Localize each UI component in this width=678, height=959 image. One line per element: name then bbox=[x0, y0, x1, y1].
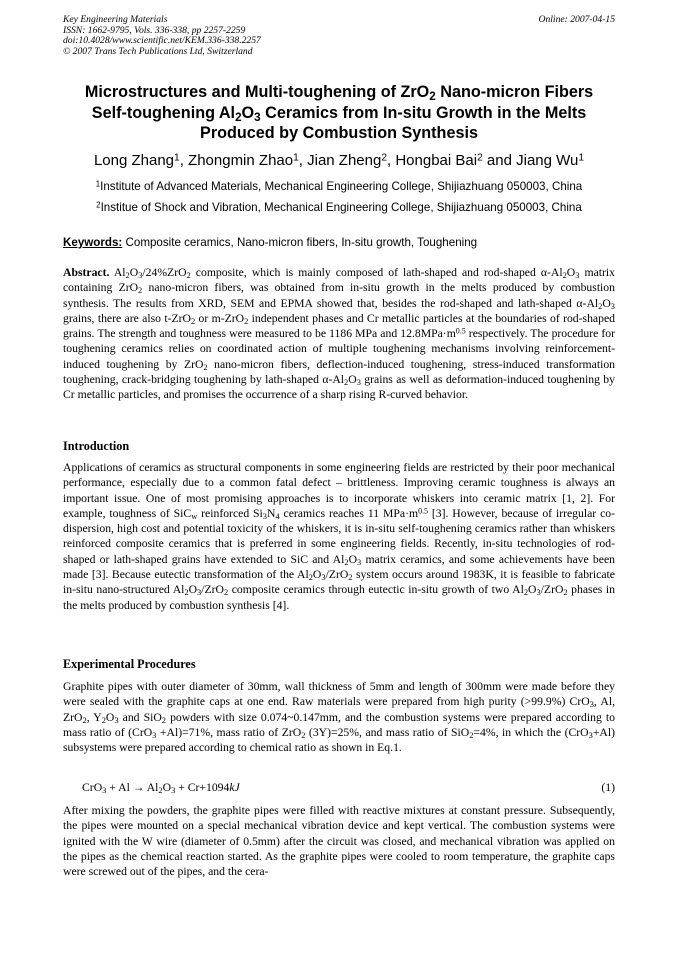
issn-line: ISSN: 1662-9795, Vols. 336-338, pp 2257-2259 bbox=[63, 24, 246, 36]
author: Zhongmin Zhao bbox=[188, 152, 294, 169]
author-list: Long Zhang$^1$, Zhongmin Zhao$^1$, Jian Zheng$^2$, Hongbai Bai$^2$ and Jiang Wu$^1$ bbox=[93, 152, 585, 169]
author-affiliation-mark: 2 bbox=[477, 152, 483, 164]
equation-number: (1) bbox=[601, 781, 615, 794]
title-line-1: Microstructures and Multi-toughening of ZrO$_2$ Nano-micron Fibers bbox=[84, 83, 594, 103]
abstract-text: $Al_2O_3/24\%ZrO_2$ composite, which is mainly composed of lath-shaped and rod-shaped $\alpha-Al_2O_3$ matrix containing ZrO$_2$ nano-micron fibers, was obtained from in-situ growth in the melts produced by combustion synthesis. The results from XRD, SEM and EPMA showed that, besides the rod-shaped and lath-shaped $\alpha-Al_2O_3$ grains, there are also t-ZrO$_2$ or m-ZrO$_2$ independent phases and Cr metallic particles at the boundaries of rod-shaped grains. The strength and toughness were measured to be 1186 MPa and $12.8MPa\cdot m^{0.5}$ respectively. The procedure for toughening ceramics relies on coordinated action of multiple toughening mechanisms involving reinforcement-induced toughening by ZrO$_2$ nano-micron fibers, deflection-induced toughening, stress-induced transformation toughening, crack-bridging toughening by lath-shaped $\alpha-Al_2O_3$ grains as well as deformation-induced toughening by Cr metallic particles, and promises the occurrence of a sharp rising R-curved behavior. bbox=[63, 266, 616, 402]
author-affiliation-mark: 1 bbox=[578, 152, 585, 164]
author-affiliation-mark: 1 bbox=[293, 152, 299, 164]
keywords-text: Composite ceramics, Nano-micron fibers, In-situ growth, Toughening bbox=[122, 236, 478, 249]
copyright-line: © 2007 Trans Tech Publications Ltd, Switzerland bbox=[63, 45, 253, 57]
title-line-3: Produced by Combustion Synthesis bbox=[200, 124, 478, 142]
equation-1 bbox=[82, 781, 615, 795]
abstract-paragraph bbox=[63, 265, 615, 403]
keywords-label: Keywords: bbox=[63, 236, 123, 249]
keywords-line bbox=[63, 236, 615, 250]
journal-header bbox=[63, 15, 615, 57]
author: Long Zhang bbox=[93, 152, 175, 169]
title-line-2: Self-toughening $Al_2O_3$ Ceramics from In-situ Growth in the Melts bbox=[91, 103, 587, 124]
experimental-paragraph-2: After mixing the powders, the graphite pipes were filled with reactive mixtures at constant pressure. Subsequently, the pipes were mounted on a special mechanical vibration device and kept vertical. The combustion systems were ignited with the W wire (diameter of 0.5mm) after the circuit was closed, and mechanical vibration was applied on the pipes as the chemical reaction started. As the graphite pipes were cooled to room temperature, the graphite caps were screwed out of the pipes, and the cera- bbox=[63, 804, 615, 879]
equation-expression: $CrO_3 + Al \to Al_2O_3 + Cr+1094kJ$ bbox=[82, 781, 240, 796]
affiliation-1: $^1$Institute of Advanced Materials, Mechanical Engineering College, Shijiazhuang 050003, China bbox=[95, 179, 583, 193]
introduction-paragraph: Applications of ceramics as structural components in some engineering fields are restricted by their poor mechanical performance, especially due to a common fatal defect – brittleness. Improving ceramic toughness is always an important issue. One of most promising approaches is to incorporate whiskers into ceramic matrix [1, 2]. For example, toughness of SiC$_w$ reinforced $Si_3N_4$ ceramics reaches 11 $MPa\cdot m^{0.5}$ [3]. However, because of irregular co-dispersion, high cost and potential toxicity of the whiskers, it is in-situ self-toughening ceramics rather than whiskers reinforced composite ceramics that is preferred in some engineering fields. Recently, in-situ technologies of rod-shaped or lath-shaped grains have extended to SiC and $Al_2O_3$ matrix ceramics, and some achievements have been made [3]. Because eutectic transformation of the $Al_2O_3/ZrO_2$ system occurs around 1983K, it is feasible to fabricate in-situ nano-structured $Al_2O_3/ZrO_2$ composite ceramics through eutectic in-situ growth of two $Al_2O_3/ZrO_2$ phases in the melts produced by combustion synthesis [4]. bbox=[63, 461, 615, 612]
author-affiliation-mark: 2 bbox=[381, 152, 387, 164]
introduction-heading: Introduction bbox=[63, 439, 130, 453]
doi-line: doi:10.4028/www.scientific.net/KEM.336-338.2257 bbox=[63, 35, 261, 47]
affiliation-2: $^2$Institue of Shock and Vibration, Mechanical Engineering College, Shijiazhuang 050003, China bbox=[96, 200, 582, 214]
paper-title bbox=[40, 82, 638, 144]
abstract-label: Abstract. bbox=[63, 266, 110, 279]
experimental-heading: Experimental Procedures bbox=[63, 657, 196, 671]
experimental-paragraph-1: Graphite pipes with outer diameter of 30mm, wall thickness of 5mm and length of 300mm were made before they were sealed with the graphite caps at one end. Raw materials were prepared from high purity (>99.9%) CrO$_3$, Al, ZrO$_2$, $Y_2O_3$ and SiO$_2$ powders with size 0.074~0.147mm, and the combustion systems were prepared according to mass ratio of (CrO$_3$ +Al)=71%, mass ratio of ZrO$_2$ (3Y)=25%, and mass ratio of SiO$_2$=4%, in which the (CrO$_3$+Al) subsystems were prepared according to chemical ratio as shown in Eq.1. bbox=[63, 680, 616, 755]
author: Jiang Wu bbox=[516, 152, 579, 169]
journal-name: Key Engineering Materials bbox=[63, 14, 168, 25]
author: Hongbai Bai bbox=[395, 152, 478, 169]
author-affiliation-mark: 1 bbox=[174, 152, 180, 164]
online-date: Online: 2007-04-15 bbox=[538, 14, 615, 25]
author: Jian Zheng bbox=[307, 152, 382, 169]
